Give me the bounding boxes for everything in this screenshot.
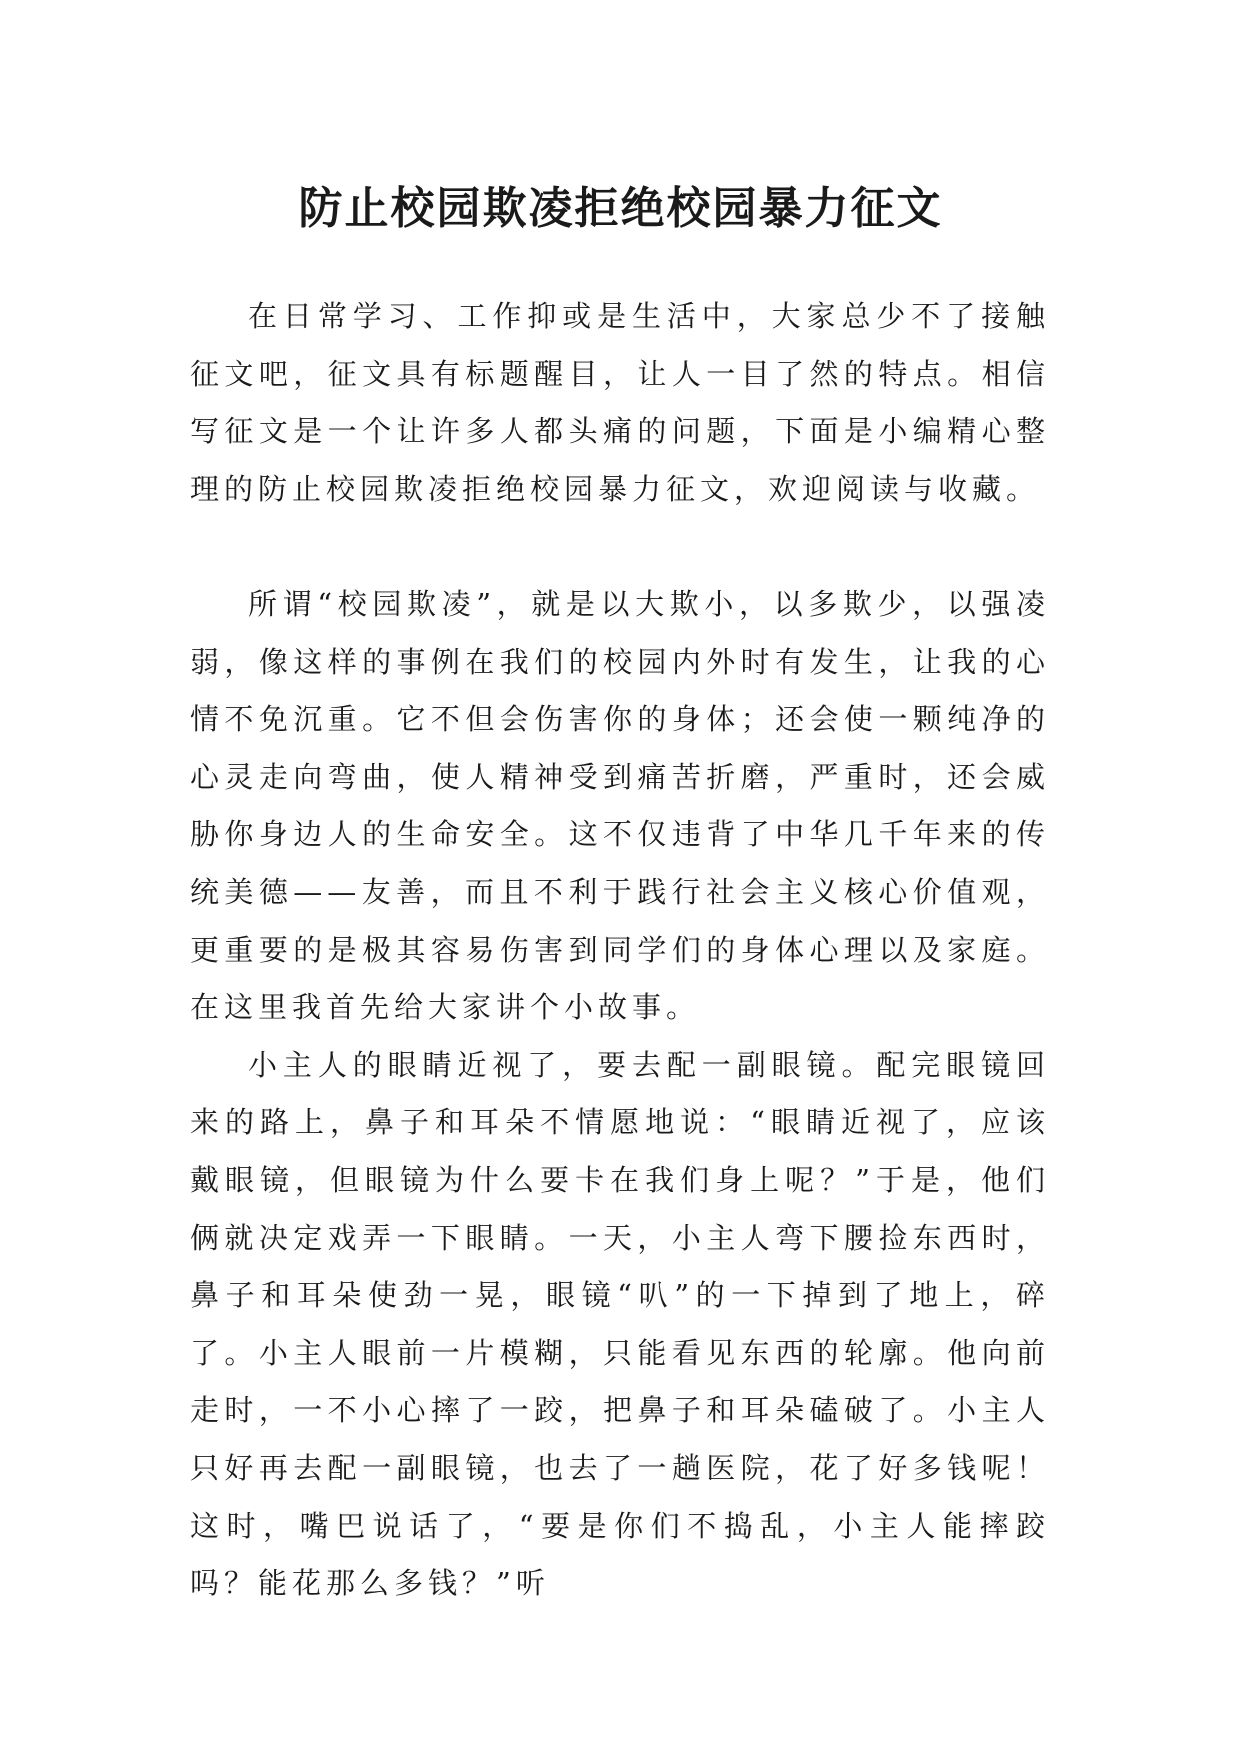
paragraph-story: 小主人的眼睛近视了，要去配一副眼镜。配完眼镜回来的路上，鼻子和耳朵不情愿地说：“眼睛近视了，应该戴眼镜，但眼镜为什么要卡在我们身上呢？”于是，他们俩就决定戏弄一下眼睛。一天，小主人弯下腰捡东西时，鼻子和耳朵使劲一晃，眼镜“叭”的一下掉到了地上，碎了。小主人眼前一片模糊，只能看见东西的轮廓。他向前走时，一不小心摔了一跤，把鼻子和耳朵磕破了。小主人只好再去配一副眼镜，也去了一趟医院，花了好多钱呢！这时，嘴巴说话了，“要是你们不捣乱，小主人能摔跤吗？能花那么多钱？”听	[190, 1047, 1050, 1601]
paragraph-bullying-definition: 所谓“校园欺凌”，就是以大欺小，以多欺少，以强凌弱，像这样的事例在我们的校园内外时有发生，让我的心情不免沉重。它不但会伤害你的身体；还会使一颗纯净的心灵走向弯曲，使人精神受到痛苦折磨，严重时，还会威胁你身边人的生命安全。这不仅违背了中华几千年来的传统美德——友善，而且不利于践行社会主义核心价值观，更重要的是极其容易伤害到同学们的身体心理以及家庭。在这里我首先给大家讲个小故事。	[190, 587, 1050, 1025]
paragraph-intro: 在日常学习、工作抑或是生活中，大家总少不了接触征文吧，征文具有标题醒目，让人一目了然的特点。相信写征文是一个让许多人都头痛的问题，下面是小编精心整理的防止校园欺凌拒绝校园暴力征文，欢迎阅读与收藏。	[190, 299, 1050, 506]
document-title: 防止校园欺凌拒绝校园暴力征文	[298, 183, 943, 235]
main-section	[190, 576, 1050, 1613]
intro-section	[190, 288, 1050, 518]
